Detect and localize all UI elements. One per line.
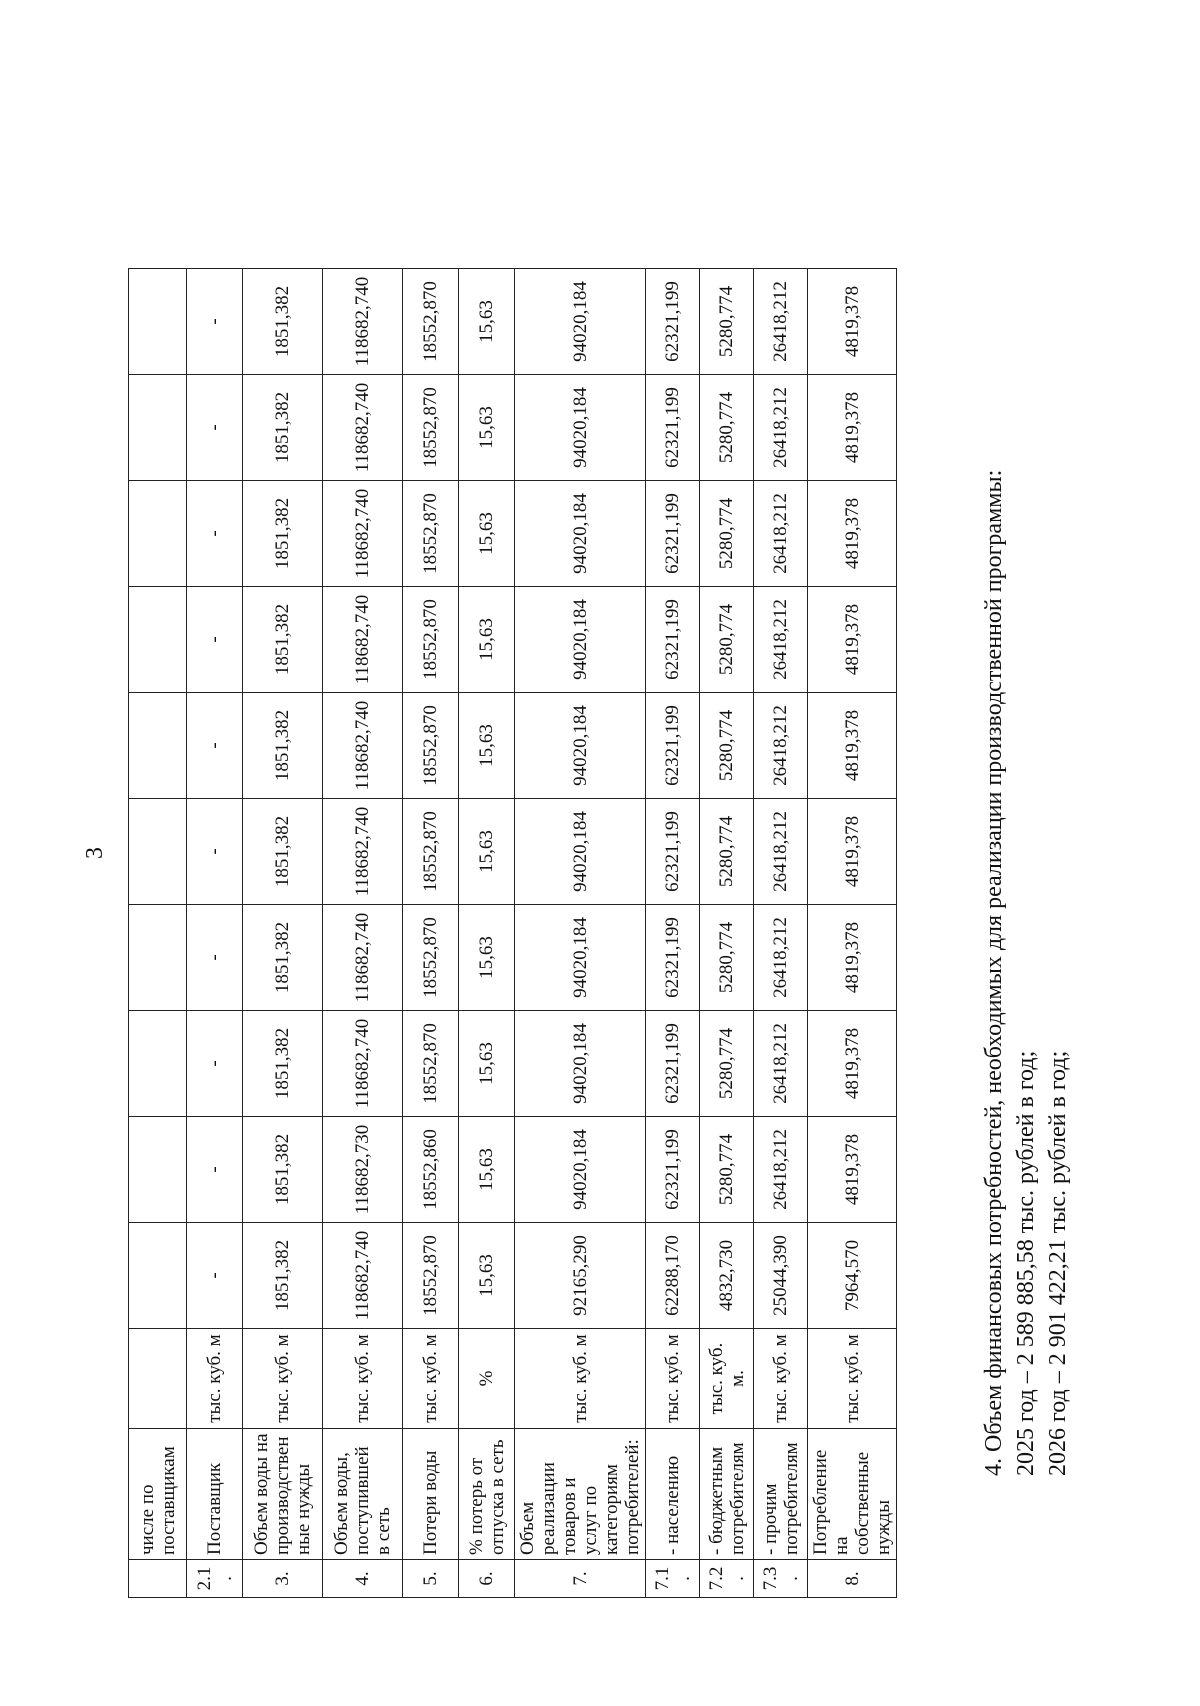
value-cell: 5280,774 [700,375,754,481]
value-cell: 26418,212 [754,1117,808,1223]
value-cell: 118682,740 [323,481,403,587]
indicator-name-cell: Объем воды на производственные нужды [243,1429,323,1560]
value-cell: 1851,382 [243,693,323,799]
indicator-name-cell: - бюджетным потребителям [700,1429,754,1560]
table-row [515,269,646,1598]
indicator-name-cell: Поставщик [187,1429,243,1560]
production-program-table [128,268,897,1598]
value-cell: 1851,382 [243,1223,323,1329]
value-cell: 5280,774 [700,799,754,905]
table-row [808,269,897,1598]
table-body [129,269,897,1598]
value-cell: 15,63 [459,481,515,587]
row-number-cell: 2.1 . [187,1560,243,1598]
value-cell: 94020,184 [515,905,646,1011]
indicator-name-cell: числе по поставщикам [129,1429,187,1560]
value-cell: 15,63 [459,905,515,1011]
value-cell: 1851,382 [243,905,323,1011]
value-cell: 7964,570 [808,1223,897,1329]
value-cell: 94020,184 [515,587,646,693]
financial-needs-2025: 2025 год – 2 589 885,58 тыс. рублей в год; [1013,1050,1039,1476]
value-cell: 5280,774 [700,481,754,587]
row-number-cell: 5. [403,1560,459,1598]
table-row [403,269,459,1598]
value-cell: 5280,774 [700,587,754,693]
table-row [129,269,187,1598]
unit-cell: тыс. куб. м [187,1329,243,1429]
value-cell: 18552,870 [403,905,459,1011]
value-cell: - [187,587,243,693]
value-cell: - [187,375,243,481]
value-cell: 118682,740 [323,587,403,693]
value-cell: 4832,730 [700,1223,754,1329]
indicator-name-cell: Объем реализации товаров и услуг по категориям потребителей: [515,1429,646,1560]
value-cell: 26418,212 [754,1011,808,1117]
value-cell: 94020,184 [515,1011,646,1117]
value-cell: - [187,1011,243,1117]
unit-cell: тыс. куб. м [323,1329,403,1429]
table-row [646,269,700,1598]
table-row [187,269,243,1598]
financial-needs-section [978,470,1074,1476]
value-cell: 4819,378 [808,587,897,693]
value-cell: 18552,870 [403,481,459,587]
value-cell: 62321,199 [646,587,700,693]
unit-cell: тыс. куб. м [646,1329,700,1429]
value-cell: 5280,774 [700,693,754,799]
value-cell: 18552,870 [403,587,459,693]
value-cell: 118682,740 [323,375,403,481]
row-number-cell: 4. [323,1560,403,1598]
table-row [323,269,403,1598]
value-cell: 62321,199 [646,1117,700,1223]
value-cell: 1851,382 [243,1011,323,1117]
unit-cell: тыс. куб. м [515,1329,646,1429]
value-cell: 5280,774 [700,269,754,375]
value-cell: 26418,212 [754,799,808,905]
value-cell: - [187,799,243,905]
unit-cell: тыс. куб. м. [700,1329,754,1429]
value-cell: 4819,378 [808,269,897,375]
table-row [243,269,323,1598]
value-cell: 15,63 [459,799,515,905]
value-cell: - [187,269,243,375]
value-cell: 94020,184 [515,693,646,799]
value-cell: 94020,184 [515,269,646,375]
value-cell [129,375,187,481]
value-cell: 18552,870 [403,1223,459,1329]
indicator-name-cell: Объем воды, поступившей в сеть [323,1429,403,1560]
value-cell: 62321,199 [646,905,700,1011]
value-cell: 94020,184 [515,1117,646,1223]
value-cell: 118682,740 [323,799,403,905]
value-cell: 4819,378 [808,481,897,587]
value-cell: 118682,740 [323,693,403,799]
indicator-name-cell: - населению [646,1429,700,1560]
page-number: 3 [82,847,108,859]
value-cell [129,1223,187,1329]
unit-cell: тыс. куб. м [403,1329,459,1429]
indicator-name-cell: - прочим потребителям [754,1429,808,1560]
value-cell: 15,63 [459,1223,515,1329]
value-cell: 118682,740 [323,905,403,1011]
value-cell: 94020,184 [515,799,646,905]
value-cell [129,799,187,905]
value-cell: 94020,184 [515,375,646,481]
value-cell: - [187,1117,243,1223]
value-cell: 15,63 [459,269,515,375]
table-row [754,269,808,1598]
value-cell: 94020,184 [515,481,646,587]
value-cell: 1851,382 [243,269,323,375]
indicator-name-cell: Потребление на собственные нужды [808,1429,897,1560]
financial-needs-heading: 4. Объем финансовых потребностей, необходимых для реализации производственной программы: [981,469,1007,1476]
value-cell: 18552,870 [403,1011,459,1117]
value-cell: 62321,199 [646,1011,700,1117]
value-cell: 15,63 [459,1011,515,1117]
value-cell: 18552,860 [403,1117,459,1223]
value-cell: 26418,212 [754,375,808,481]
value-cell: 1851,382 [243,587,323,693]
value-cell: 18552,870 [403,799,459,905]
value-cell: - [187,1223,243,1329]
value-cell: 4819,378 [808,375,897,481]
value-cell: 25044,390 [754,1223,808,1329]
row-number-cell: 7. [515,1560,646,1598]
value-cell [129,481,187,587]
value-cell: 62288,170 [646,1223,700,1329]
value-cell: 1851,382 [243,481,323,587]
unit-cell: тыс. куб. м [808,1329,897,1429]
value-cell: 118682,730 [323,1117,403,1223]
value-cell: 26418,212 [754,481,808,587]
unit-cell: тыс. куб. м [754,1329,808,1429]
unit-cell: тыс. куб. м [243,1329,323,1429]
row-number-cell: 7.3 . [754,1560,808,1598]
value-cell: 15,63 [459,375,515,481]
value-cell: 26418,212 [754,269,808,375]
value-cell: 5280,774 [700,1011,754,1117]
value-cell: 4819,378 [808,1011,897,1117]
row-number-cell: 8. [808,1560,897,1598]
value-cell [129,587,187,693]
value-cell: 62321,199 [646,269,700,375]
value-cell [129,693,187,799]
value-cell: 1851,382 [243,799,323,905]
value-cell: 4819,378 [808,693,897,799]
unit-cell [129,1329,187,1429]
value-cell: 62321,199 [646,375,700,481]
value-cell: 62321,199 [646,693,700,799]
value-cell: 118682,740 [323,1223,403,1329]
value-cell: 92165,290 [515,1223,646,1329]
value-cell: 26418,212 [754,693,808,799]
value-cell: 4819,378 [808,1117,897,1223]
table-row [459,269,515,1598]
value-cell: 5280,774 [700,1117,754,1223]
table-row [700,269,754,1598]
value-cell: 118682,740 [323,269,403,375]
value-cell: 26418,212 [754,905,808,1011]
value-cell [129,1011,187,1117]
financial-needs-2026: 2026 год – 2 901 422,21 тыс. рублей в год; [1045,1050,1071,1476]
value-cell: 1851,382 [243,1117,323,1223]
value-cell: 18552,870 [403,693,459,799]
indicator-name-cell: % потерь от отпуска в сеть [459,1429,515,1560]
value-cell [129,1117,187,1223]
value-cell: 18552,870 [403,269,459,375]
value-cell: 18552,870 [403,375,459,481]
row-number-cell: 3. [243,1560,323,1598]
row-number-cell: 7.1 . [646,1560,700,1598]
value-cell: 4819,378 [808,799,897,905]
value-cell: 62321,199 [646,799,700,905]
value-cell: - [187,905,243,1011]
value-cell: 62321,199 [646,481,700,587]
row-number-cell: 6. [459,1560,515,1598]
value-cell: 15,63 [459,693,515,799]
value-cell: 5280,774 [700,905,754,1011]
value-cell: - [187,481,243,587]
value-cell: 15,63 [459,587,515,693]
value-cell: - [187,693,243,799]
unit-cell: % [459,1329,515,1429]
value-cell: 118682,740 [323,1011,403,1117]
value-cell [129,905,187,1011]
value-cell: 1851,382 [243,375,323,481]
value-cell: 26418,212 [754,587,808,693]
value-cell [129,269,187,375]
indicator-name-cell: Потери воды [403,1429,459,1560]
row-number-cell [129,1560,187,1598]
value-cell: 15,63 [459,1117,515,1223]
row-number-cell: 7.2 . [700,1560,754,1598]
value-cell: 4819,378 [808,905,897,1011]
